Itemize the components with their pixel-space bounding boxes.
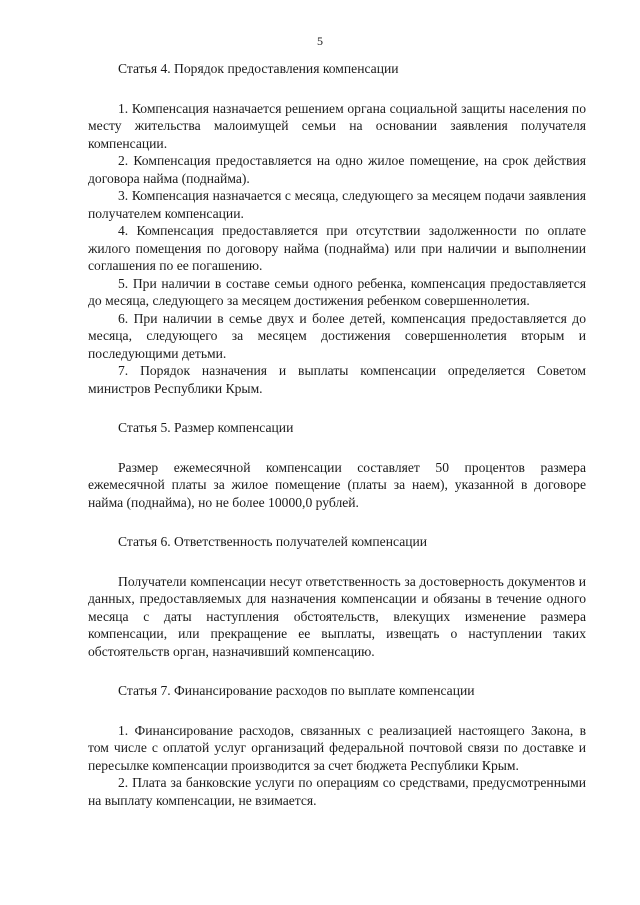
article-4-paragraph-1: 1. Компенсация назначается решением органа социальной защиты населения по месту жительства малоимущей семьи на основании заявления получателя компенсации. (88, 100, 586, 151)
article-5-heading: Статья 5. Размер компенсации (118, 420, 294, 435)
article-7-heading: Статья 7. Финансирование расходов по выплате компенсации (118, 683, 475, 698)
article-7-paragraph-2: 2. Плата за банковские услуги по операциям со средствами, предусмотренными на выплату компенсации, не взимается. (88, 775, 586, 808)
article-5-paragraph-1: Размер ежемесячной компенсации составляет 50 процентов размера ежемесячной платы за жилое помещение (платы за наем), указанной в договоре найма (поднайма), но не более 10000,0 рублей. (88, 459, 586, 510)
article-7 (88, 682, 586, 809)
article-4-paragraph-3: 3. Компенсация назначается с месяца, следующего за месяцем подачи заявления получателем компенсации. (88, 188, 586, 221)
article-4-paragraph-5: 5. При наличии в составе семьи одного ребенка, компенсация предоставляется до месяца, следующего за месяцем достижения ребенком совершеннолетия. (88, 275, 586, 308)
article-6-paragraph-1: Получатели компенсации несут ответственность за достоверность документов и данных, предоставляемых для назначения компенсации и обязаны в течение одного месяца с даты наступления обстоятельств, влекущих изменение размера компенсации, или прекращение ее выплаты, извещать о наступлении таких обстоятельств орган, назначивший компенсацию. (88, 573, 586, 659)
article-4-heading: Статья 4. Порядок предоставления компенсации (118, 61, 399, 76)
article-4 (88, 60, 586, 397)
article-4-paragraph-4: 4. Компенсация предоставляется при отсутствии задолженности по оплате жилого помещения по договору найма (поднайма) или при наличии и выполнении соглашения по ее погашению. (88, 223, 586, 273)
article-4-paragraph-6: 6. При наличии в семье двух и более детей, компенсация предоставляется до месяца, следующего за месяцем достижения совершеннолетия вторым и последующими детьми. (88, 310, 586, 361)
page-number: 5 (317, 34, 323, 48)
article-4-paragraph-2: 2. Компенсация предоставляется на одно жилое помещение, на срок действия договора найма (поднайма). (88, 153, 586, 186)
article-5 (88, 419, 586, 511)
article-6 (88, 533, 586, 660)
article-6-heading: Статья 6. Ответственность получателей компенсации (118, 534, 428, 549)
article-7-paragraph-1: 1. Финансирование расходов, связанных с реализацией настоящего Закона, в том числе с оплатой услуг организаций федеральной почтовой связи по доставке и пересылке компенсации производится за счет бюджета Республики Крым. (88, 722, 586, 773)
document-body (88, 60, 586, 809)
article-4-paragraph-7: 7. Порядок назначения и выплаты компенсации определяется Советом министров Республики Крым. (88, 363, 586, 396)
